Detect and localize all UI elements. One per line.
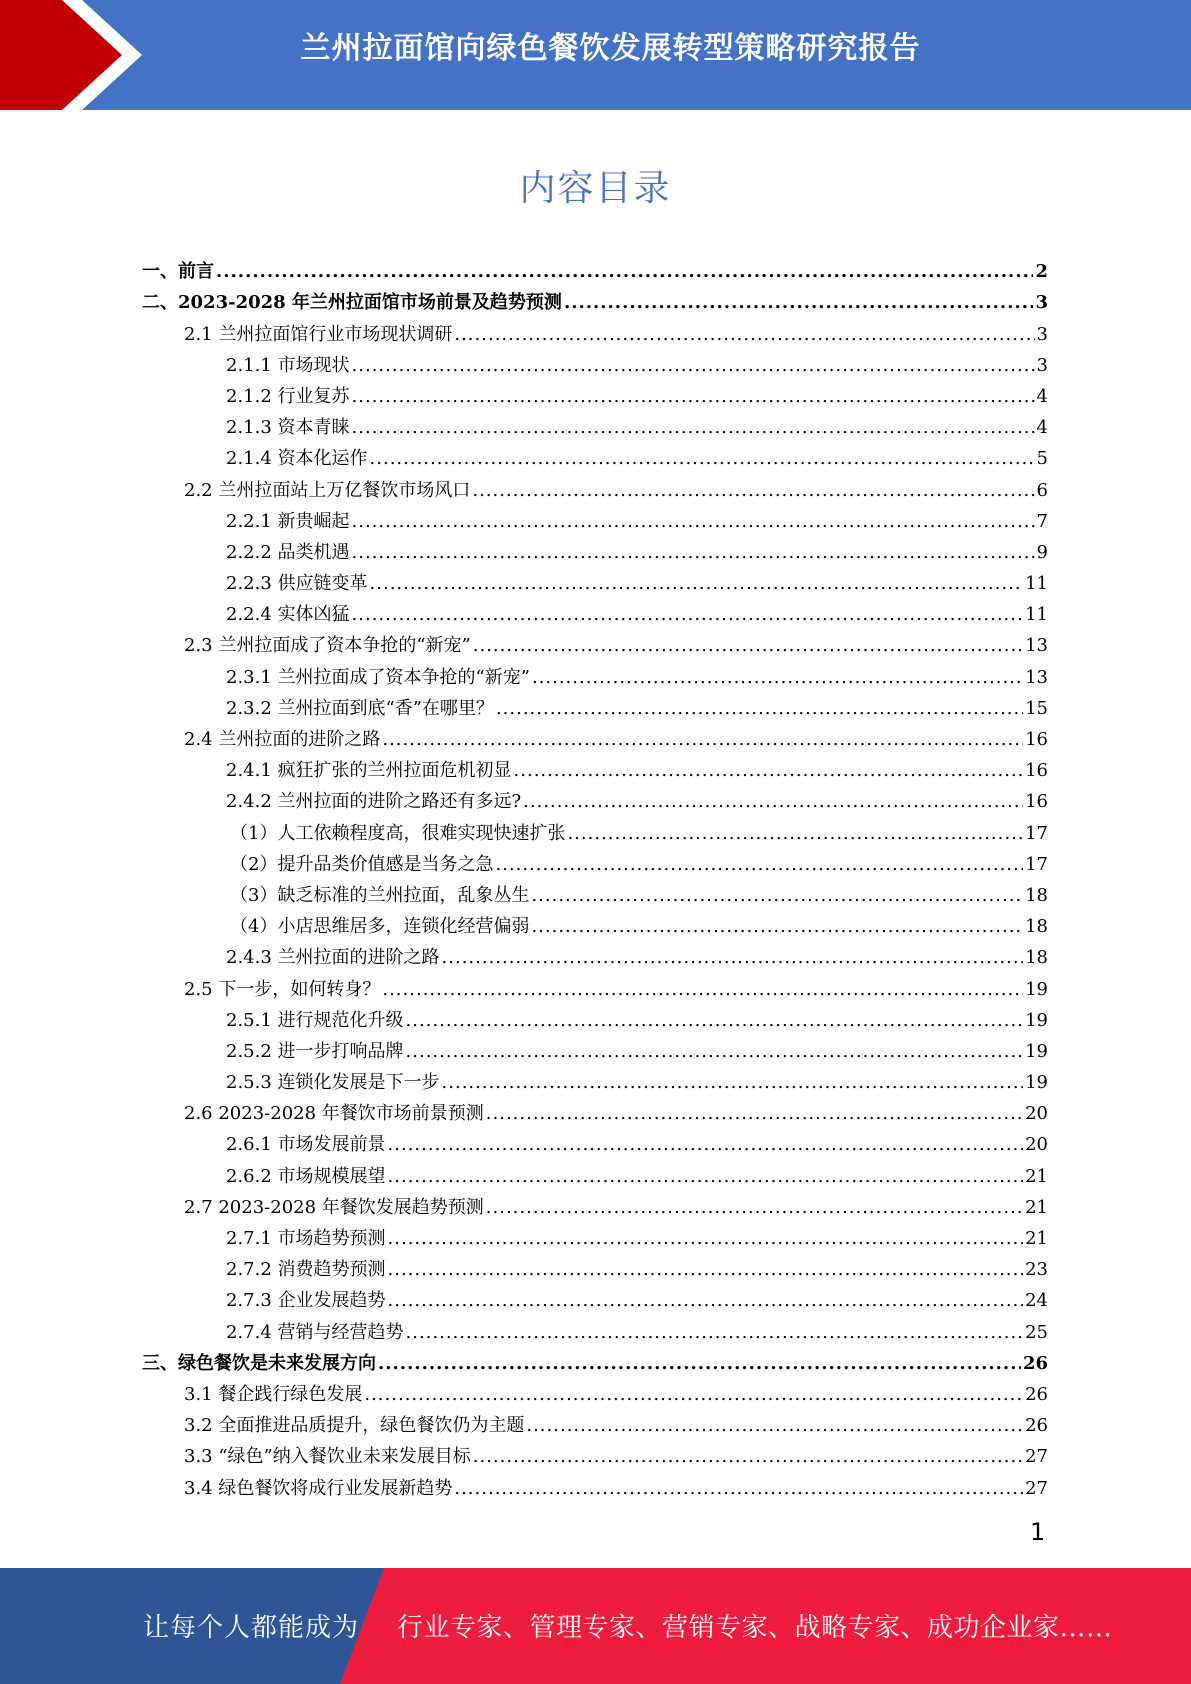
toc-entry-label: 2.1.2 行业复苏 <box>226 385 350 407</box>
report-title: 兰州拉面馆向绿色餐饮发展转型策略研究报告 <box>300 31 921 66</box>
toc-entry-page: 11 <box>1025 604 1048 626</box>
toc-dot-leader <box>352 510 1035 534</box>
toc-dot-leader <box>514 759 1024 783</box>
toc-entry-page: 5 <box>1036 448 1048 470</box>
toc-entry-page: 25 <box>1025 1321 1048 1343</box>
toc-entry[interactable] <box>142 1376 1048 1407</box>
toc-dot-leader <box>388 1165 1024 1189</box>
toc-entry-page: 26 <box>1025 1383 1048 1405</box>
toc-dot-leader <box>352 541 1035 565</box>
toc-dot-leader <box>406 1040 1024 1064</box>
toc-entry[interactable] <box>142 315 1048 346</box>
toc-dot-leader <box>382 978 1023 1002</box>
toc-entry-label: 2.6.2 市场规模展望 <box>226 1165 386 1187</box>
toc-entry-page: 16 <box>1025 791 1048 813</box>
toc-entry-page: 20 <box>1025 1103 1048 1125</box>
toc-entry-page: 11 <box>1025 573 1048 595</box>
toc-dot-leader <box>352 603 1024 627</box>
toc-entry-label: 3.4 绿色餐饮将成行业发展新趋势 <box>184 1477 453 1499</box>
toc-entry-label: （1）人工依赖程度高，很难实现快速扩张 <box>230 822 566 844</box>
toc-dot-leader <box>370 447 1035 471</box>
toc-entry-page: 9 <box>1036 541 1048 563</box>
toc-dot-leader <box>406 1321 1024 1345</box>
toc-heading: 内容目录 <box>519 168 672 209</box>
toc-dot-leader <box>472 479 1034 503</box>
toc-dot-leader <box>567 822 1023 846</box>
toc-entry[interactable] <box>142 690 1048 721</box>
toc-entry-page: 26 <box>1025 1415 1048 1437</box>
toc-entry[interactable] <box>142 1002 1048 1033</box>
toc-entry-page: 17 <box>1025 822 1048 844</box>
toc-dot-leader <box>454 1477 1023 1501</box>
toc-dot-leader <box>352 385 1035 409</box>
toc-dot-leader <box>531 884 1023 908</box>
toc-entry-page: 19 <box>1025 1072 1048 1094</box>
toc-entry-label: 2.2.1 新贵崛起 <box>226 510 350 532</box>
report-header-banner <box>0 0 1191 110</box>
toc-dot-leader <box>388 1227 1024 1251</box>
toc-entry-page: 13 <box>1025 666 1048 688</box>
toc-entry-label: 2.5 下一步，如何转身？ <box>184 978 381 1000</box>
toc-entry-label: 2.7 2023-2028 年餐饮发展趋势预测 <box>184 1196 484 1218</box>
toc-entry-label: （3）缺乏标准的兰州拉面，乱象丛生 <box>230 884 530 906</box>
toc-entry[interactable] <box>142 1220 1048 1251</box>
toc-entry[interactable] <box>142 1033 1048 1064</box>
toc-entry[interactable] <box>142 1282 1048 1313</box>
toc-entry-label: 2.7.1 市场趋势预测 <box>226 1228 386 1249</box>
toc-entry-page: 18 <box>1025 884 1048 906</box>
toc-entry-page: 4 <box>1036 417 1048 439</box>
toc-entry-label: 2.3.2 兰州拉面到底“香”在哪里？ <box>226 697 494 719</box>
toc-entry[interactable] <box>142 1064 1048 1095</box>
toc-entry-label: （2）提升品类价值感是当务之急 <box>230 853 494 875</box>
toc-entry[interactable] <box>142 378 1048 409</box>
toc-dot-leader <box>564 291 1034 315</box>
toc-entry-label: 2.1.3 资本青睐 <box>226 417 350 439</box>
toc-dot-leader <box>473 634 1023 658</box>
toc-dot-leader <box>378 1352 1021 1376</box>
toc-entry-page: 21 <box>1025 1196 1048 1218</box>
toc-entry-label: 2.5.1 进行规范化升级 <box>226 1009 404 1031</box>
toc-dot-leader <box>364 1383 1023 1407</box>
toc-entry-page: 6 <box>1036 479 1048 501</box>
toc-dot-leader <box>496 697 1023 721</box>
toc-entry[interactable] <box>142 1438 1048 1469</box>
toc-entry[interactable] <box>142 939 1048 970</box>
toc-dot-leader <box>388 1289 1024 1313</box>
toc-entry[interactable] <box>142 1095 1048 1126</box>
toc-entry-page: 18 <box>1025 916 1048 938</box>
toc-entry-label: 2.4.3 兰州拉面的进阶之路 <box>226 947 440 969</box>
toc-entry-page: 27 <box>1025 1446 1048 1468</box>
toc-entry-page: 16 <box>1025 760 1048 782</box>
toc-entry[interactable] <box>142 721 1048 752</box>
toc-dot-leader <box>526 1414 1023 1438</box>
toc-entry[interactable] <box>142 627 1048 658</box>
toc-entry-page: 24 <box>1025 1290 1048 1312</box>
toc-entry[interactable] <box>142 846 1048 877</box>
toc-entry-label: 2.6.1 市场发展前景 <box>226 1134 386 1156</box>
toc-dot-leader <box>523 790 1023 814</box>
toc-entry-label: 2.2.3 供应链变革 <box>226 573 368 595</box>
toc-entry-page: 21 <box>1025 1228 1048 1249</box>
toc-entry[interactable] <box>142 347 1048 378</box>
toc-entry[interactable] <box>142 409 1048 440</box>
toc-entry-label: 3.2 全面推进品质提升，绿色餐饮仍为主题 <box>184 1415 525 1437</box>
toc-entry-label: 2.1 兰州拉面馆行业市场现状调研 <box>184 323 453 345</box>
toc-entry-page: 3 <box>1036 323 1048 345</box>
toc-entry[interactable] <box>142 752 1048 783</box>
toc-entry-label: 2.3.1 兰州拉面成了资本争抢的“新宠” <box>226 666 530 688</box>
toc-entry-label: 2.4 兰州拉面的进阶之路 <box>184 729 381 750</box>
toc-dot-leader <box>532 666 1023 690</box>
toc-dot-leader <box>388 1133 1024 1157</box>
toc-entry-page: 7 <box>1036 510 1048 532</box>
toc-entry[interactable] <box>142 1189 1048 1220</box>
toc-entry-label: 2.5.3 连锁化发展是下一步 <box>226 1072 440 1094</box>
toc-entry-page: 21 <box>1025 1165 1048 1187</box>
toc-entry[interactable] <box>142 1313 1048 1344</box>
toc-entry-page: 15 <box>1025 697 1048 719</box>
toc-dot-leader <box>442 946 1024 970</box>
toc-entry[interactable] <box>142 658 1048 689</box>
toc-dot-leader <box>406 1009 1024 1033</box>
toc-dot-leader <box>495 853 1023 877</box>
toc-entry-page: 16 <box>1025 729 1048 750</box>
footer-slogan-right: 行业专家、管理专家、营销专家、战略专家、成功企业家…… <box>397 1613 1113 1643</box>
toc-entry-page: 3 <box>1035 292 1048 314</box>
toc-entry-page: 23 <box>1025 1259 1048 1281</box>
toc-entry[interactable] <box>142 596 1048 627</box>
toc-entry-label: 2.1.1 市场现状 <box>226 354 350 376</box>
toc-entry-page: 27 <box>1025 1477 1048 1499</box>
toc-entry[interactable] <box>142 253 1048 284</box>
toc-dot-leader <box>486 1102 1023 1126</box>
toc-entry[interactable] <box>142 284 1048 315</box>
toc-entry-page: 3 <box>1036 354 1048 376</box>
toc-entry-label: 2.1.4 资本化运作 <box>226 448 368 470</box>
toc-entry-label: 2.4.1 疯狂扩张的兰州拉面危机初显 <box>226 760 512 782</box>
toc-entry-label: 3.3 “绿色”纳入餐饮业未来发展目标 <box>184 1446 471 1468</box>
toc-entry[interactable] <box>142 1126 1048 1157</box>
toc-entry[interactable] <box>142 908 1048 939</box>
toc-dot-leader <box>352 354 1035 378</box>
toc-entry[interactable] <box>142 1469 1048 1500</box>
toc-entry-page: 4 <box>1036 385 1048 407</box>
toc-entry[interactable] <box>142 1407 1048 1438</box>
toc-entry[interactable] <box>142 503 1048 534</box>
toc-entry[interactable] <box>142 783 1048 814</box>
toc-entry-label: 2.3 兰州拉面成了资本争抢的“新宠” <box>184 635 471 657</box>
toc-dot-leader <box>531 915 1023 939</box>
toc-entry-label: 3.1 餐企践行绿色发展 <box>184 1383 363 1405</box>
toc-entry[interactable] <box>142 1345 1048 1376</box>
toc-dot-leader <box>352 416 1035 440</box>
toc-dot-leader <box>216 260 1033 284</box>
toc-entry[interactable] <box>142 1251 1048 1282</box>
toc-entry-label: 二、2023-2028 年兰州拉面馆市场前景及趋势预测 <box>142 292 562 314</box>
table-of-contents <box>142 253 1048 1501</box>
toc-dot-leader <box>473 1445 1023 1469</box>
toc-entry-page: 2 <box>1035 261 1048 283</box>
toc-entry[interactable] <box>142 814 1048 845</box>
toc-entry-page: 13 <box>1025 635 1048 657</box>
toc-entry[interactable] <box>142 877 1048 908</box>
toc-entry-page: 18 <box>1025 947 1048 969</box>
toc-entry-page: 17 <box>1025 853 1048 875</box>
toc-entry-label: 2.7.4 营销与经营趋势 <box>226 1321 404 1343</box>
toc-dot-leader <box>486 1196 1023 1220</box>
toc-entry-page: 19 <box>1025 1040 1048 1062</box>
toc-entry-label: 2.2.4 实体凶猛 <box>226 604 350 626</box>
toc-entry[interactable] <box>142 970 1048 1001</box>
toc-dot-leader <box>370 572 1024 596</box>
toc-dot-leader <box>382 728 1023 752</box>
toc-entry-label: 2.2 兰州拉面站上万亿餐饮市场风口 <box>184 479 471 501</box>
toc-entry-label: 2.7.2 消费趋势预测 <box>226 1259 386 1281</box>
toc-entry-page: 26 <box>1022 1352 1048 1374</box>
toc-entry-label: 2.6 2023-2028 年餐饮市场前景预测 <box>184 1103 484 1125</box>
toc-entry[interactable] <box>142 471 1048 502</box>
toc-entry-label: 2.5.2 进一步打响品牌 <box>226 1040 404 1062</box>
toc-entry-label: 三、绿色餐饮是未来发展方向 <box>142 1352 376 1374</box>
footer-slogan-left: 让每个人都能成为 <box>143 1613 360 1643</box>
page-number: 1 <box>1030 1518 1046 1546</box>
toc-entry[interactable] <box>142 534 1048 565</box>
toc-entry[interactable] <box>142 440 1048 471</box>
toc-entry-page: 19 <box>1025 1009 1048 1031</box>
toc-entry-label: 2.2.2 品类机遇 <box>226 541 350 563</box>
toc-entry-label: 一、前言 <box>142 261 214 283</box>
toc-entry-label: （4）小店思维居多，连锁化经营偏弱 <box>230 916 530 938</box>
toc-dot-leader <box>442 1071 1024 1095</box>
toc-dot-leader <box>454 323 1034 347</box>
toc-dot-leader <box>388 1258 1024 1282</box>
toc-entry-page: 19 <box>1025 978 1048 1000</box>
toc-entry[interactable] <box>142 1157 1048 1188</box>
toc-entry-page: 20 <box>1025 1134 1048 1156</box>
toc-entry-label: 2.4.2 兰州拉面的进阶之路还有多远? <box>226 791 522 813</box>
toc-entry-label: 2.7.3 企业发展趋势 <box>226 1290 386 1312</box>
toc-entry[interactable] <box>142 565 1048 596</box>
